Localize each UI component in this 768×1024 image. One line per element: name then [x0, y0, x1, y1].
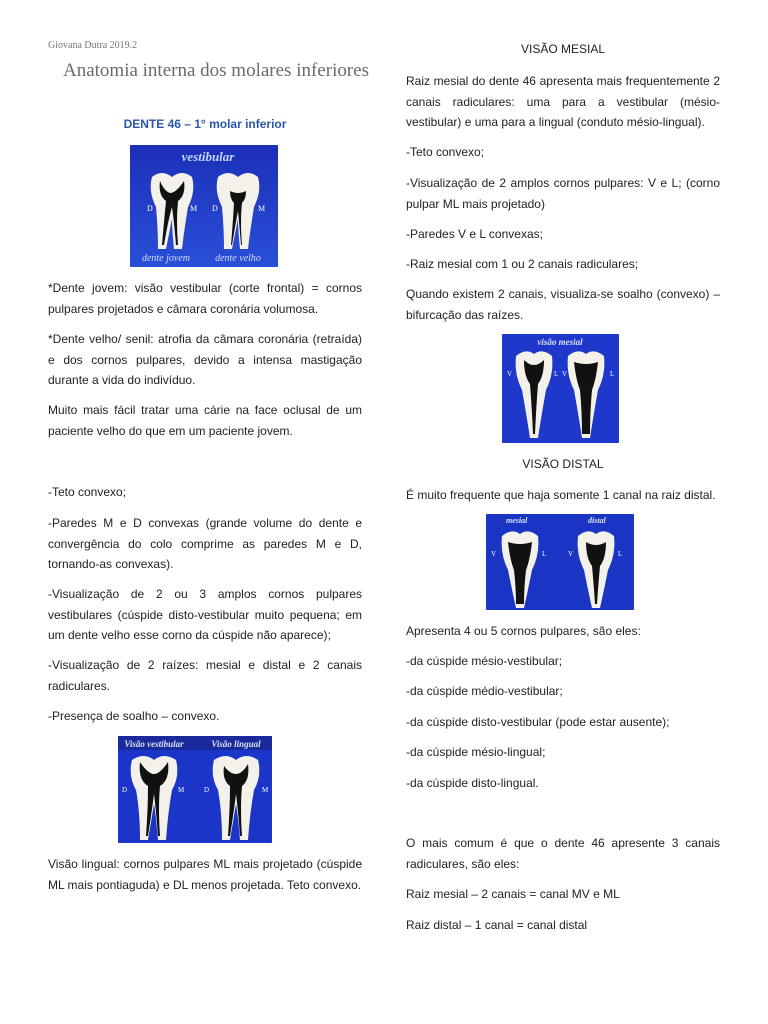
image-label: V	[562, 370, 568, 378]
section-heading: VISÃO MESIAL	[520, 42, 606, 56]
author-line: Giovana Dutra 2019.2	[48, 40, 138, 51]
image-label: D	[212, 204, 218, 213]
paragraph: -Teto convexo;	[406, 145, 485, 159]
image-label: L	[618, 550, 623, 558]
image-label: L	[554, 370, 559, 378]
image-label: mesial	[506, 516, 528, 525]
image-label: visão mesial	[537, 337, 583, 347]
paragraph: O mais comum é que o dente 46 apresente 3 canais radiculares, são eles:	[406, 836, 720, 871]
paragraph: -Paredes V e L convexas;	[406, 227, 543, 241]
paragraph: Muito mais fácil tratar uma cárie na face oclusal de um paciente velho do que em um paciente jovem.	[48, 403, 362, 438]
image-label: M	[178, 786, 185, 794]
page-title: Anatomia interna dos molares inferiores	[62, 60, 369, 81]
mesial-view-image	[502, 334, 619, 443]
image-label: Visão lingual	[211, 739, 261, 749]
image-label: L	[610, 370, 615, 378]
image-label: M	[262, 786, 269, 794]
image-label: D	[204, 786, 210, 794]
paragraph: -da cúspide disto-vestibular (pode estar ausente);	[406, 715, 670, 729]
paragraph: É muito frequente que haja somente 1 canal na raiz distal.	[406, 488, 716, 502]
vestibular-lingual-image	[118, 736, 272, 843]
paragraph: Raiz mesial do dente 46 apresenta mais frequentemente 2 canais radiculares: uma para a vestibular (mésio-vestibular) e uma para a lingual (conduto mésio-lingual).	[406, 74, 720, 129]
paragraph: -da cúspide mésio-lingual;	[406, 745, 546, 759]
mesial-distal-image	[486, 514, 634, 610]
image-label: dente jovem	[141, 253, 191, 264]
paragraph: -Paredes M e D convexas (grande volume do dente e convergência do colo comprime as paredes M e D, tornando-as convexas).	[48, 516, 362, 571]
section-heading: VISÃO DISTAL	[522, 457, 604, 471]
image-label: M	[190, 204, 198, 213]
image-label: V	[568, 550, 574, 558]
paragraph: *Dente velho/ senil: atrofia da câmara coronária (retraída) e dos cornos pulpares, devido a intensa mastigação durante a vida do indivíduo.	[48, 332, 362, 387]
image-label: D	[122, 786, 128, 794]
image-label: V	[491, 550, 497, 558]
image-label: vestibular	[181, 149, 235, 164]
paragraph: -da cúspide médio-vestibular;	[406, 684, 563, 698]
paragraph: Apresenta 4 ou 5 cornos pulpares, são eles:	[406, 624, 641, 638]
vestibular-teeth-image	[130, 145, 278, 267]
image-label: M	[258, 204, 266, 213]
paragraph: Raiz distal – 1 canal = canal distal	[406, 918, 588, 932]
paragraph: -Presença de soalho – convexo.	[48, 709, 220, 723]
image-label: V	[507, 370, 513, 378]
image-label: D	[147, 204, 153, 213]
image-label: L	[542, 550, 547, 558]
paragraph: -Visualização de 2 amplos cornos pulpares: V e L; (corno pulpar ML mais projetado)	[406, 176, 720, 211]
image-label: distal	[588, 516, 606, 525]
paragraph: -da cúspide mésio-vestibular;	[406, 654, 563, 668]
paragraph: Raiz mesial – 2 canais = canal MV e ML	[406, 887, 620, 901]
page-subtitle: DENTE 46 – 1° molar inferior	[123, 117, 287, 131]
image-label: Visão vestibular	[124, 739, 184, 749]
image-label: dente velho	[215, 253, 261, 264]
paragraph: -Raiz mesial com 1 ou 2 canais radiculares;	[406, 257, 639, 271]
paragraph: -Visualização de 2 ou 3 amplos cornos pulpares vestibulares (cúspide disto-vestibular muito pequena; em um dente velho esse corno da cúspide não aparece);	[48, 587, 362, 642]
paragraph: -da cúspide disto-lingual.	[406, 776, 539, 790]
paragraph: Visão lingual: cornos pulpares ML mais projetado (cúspide ML mais pontiaguda) e DL menos projetada. Teto convexo.	[48, 857, 362, 892]
paragraph: -Teto convexo;	[48, 485, 127, 499]
paragraph: -Visualização de 2 raízes: mesial e distal e 2 canais radiculares.	[48, 658, 362, 693]
paragraph: Quando existem 2 canais, visualiza-se soalho (convexo) – bifurcação das raízes.	[406, 287, 720, 322]
paragraph: *Dente jovem: visão vestibular (corte frontal) = cornos pulpares projetados e câmara coronária volumosa.	[48, 281, 362, 316]
